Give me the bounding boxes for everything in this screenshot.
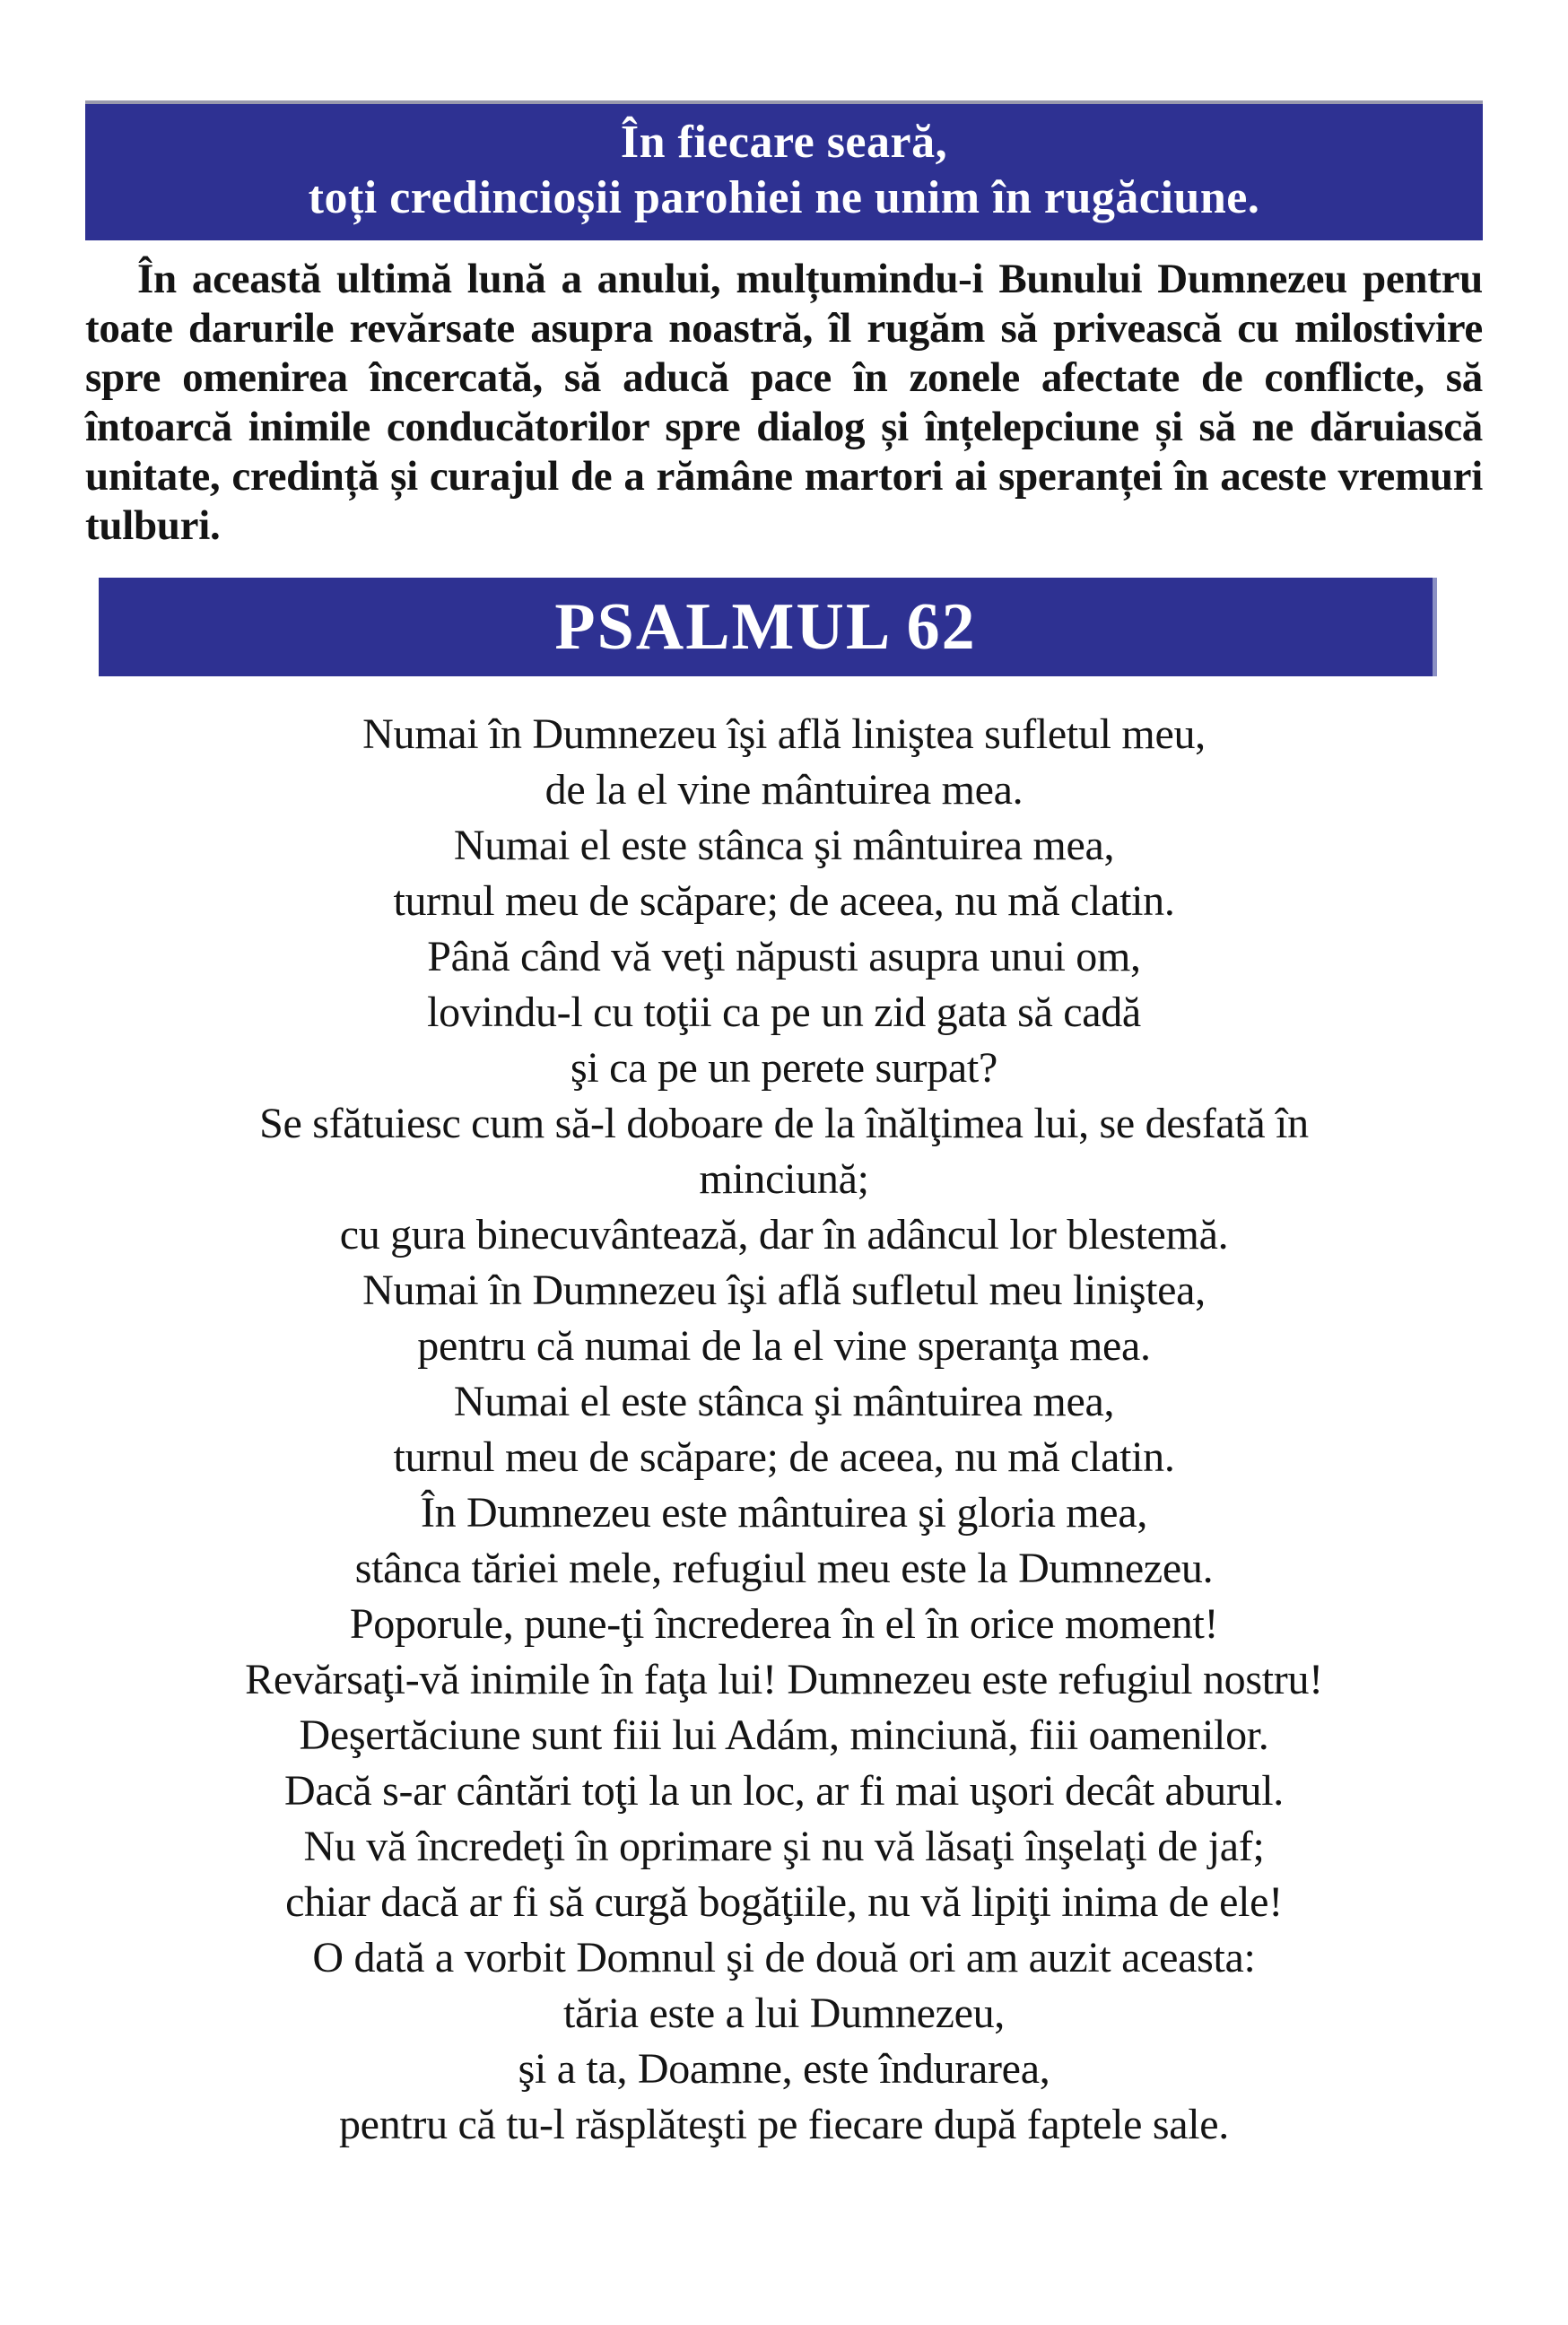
bulletin-page	[0, 100, 1568, 2325]
psalm-line: de la el vine mântuirea mea.	[544, 766, 1024, 814]
psalm-line: turnul meu de scăpare; de aceea, nu mă clatin.	[393, 1433, 1175, 1481]
psalm-title-banner	[99, 578, 1437, 676]
psalm-line: lovindu-l cu toţii ca pe un zid gata să cadă	[427, 988, 1141, 1036]
evening-prayer-banner-line1: În fiecare seară,	[620, 117, 948, 168]
psalm-line: cu gura binecuvântează, dar în adâncul lor blestemă.	[339, 1211, 1229, 1258]
psalm-line: Poporule, pune-ţi încrederea în el în orice moment!	[349, 1600, 1219, 1648]
psalm-title: PSALMUL 62	[554, 589, 977, 664]
psalm-line: Nu vă încredeţi în oprimare şi nu vă lăsaţi înşelaţi de jaf;	[303, 1823, 1265, 1870]
psalm-line: chiar dacă ar fi să curgă bogăţiile, nu vă lipiţi inima de ele!	[285, 1878, 1283, 1926]
psalm-line: pentru că tu-l răsplăteşti pe fiecare după faptele sale.	[338, 2101, 1230, 2148]
psalm-line: pentru că numai de la el vine speranţa mea.	[417, 1322, 1151, 1370]
psalm-line: Dacă s-ar cântări toţi la un loc, ar fi mai uşori decât aburul.	[284, 1767, 1284, 1815]
psalm-line: O dată a vorbit Domnul şi de două ori am auzit aceasta:	[312, 1934, 1256, 1981]
psalm-line: şi a ta, Doamne, este îndurarea,	[518, 2045, 1050, 2093]
monthly-intention-paragraph: În această ultimă lună a anului, mulțumindu-i Bunului Dumnezeu pentru toate darurile revărsate asupra noastră, îl rugăm să privească cu milostivire spre omenirea încercată, să aducă pace în zonele afectate de conflicte, să întoarcă inimile conducătorilor spre dialog și înțelepciune și să ne dăruiască unitate, credință și curajul de a rămâne martori ai speranței în aceste vremuri tulburi.	[85, 256, 1483, 549]
evening-prayer-banner	[85, 100, 1483, 240]
psalm-line: Numai în Dumnezeu îşi află sufletul meu liniştea,	[362, 1267, 1206, 1314]
psalm-text	[54, 707, 1514, 2153]
psalm-line: minciună;	[699, 1155, 869, 1203]
psalm-line: Numai el este stânca şi mântuirea mea,	[453, 822, 1115, 869]
psalm-line: Deşertăciune sunt fiii lui Adám, minciună, fiii oamenilor.	[299, 1711, 1269, 1759]
psalm-line: Până când vă veţi năpusti asupra unui om,	[427, 933, 1141, 980]
psalm-line: Revărsaţi-vă inimile în faţa lui! Dumnezeu este refugiul nostru!	[245, 1656, 1323, 1703]
evening-prayer-banner-line2: toți credincioșii parohiei ne unim în rugăciune.	[308, 172, 1260, 223]
psalm-line: turnul meu de scăpare; de aceea, nu mă clatin.	[393, 877, 1175, 925]
psalm-line: Numai el este stânca şi mântuirea mea,	[453, 1378, 1115, 1425]
psalm-line: şi ca pe un perete surpat?	[571, 1044, 997, 1092]
psalm-line: Se sfătuiesc cum să-l doboare de la înălţimea lui, se desfată în	[259, 1100, 1309, 1147]
psalm-line: tăria este a lui Dumnezeu,	[563, 1990, 1005, 2037]
psalm-line: stânca tăriei mele, refugiul meu este la Dumnezeu.	[354, 1545, 1214, 1592]
psalm-line: Numai în Dumnezeu îşi află liniştea sufletul meu,	[362, 710, 1206, 758]
psalm-line: În Dumnezeu este mântuirea şi gloria mea,	[420, 1489, 1148, 1537]
